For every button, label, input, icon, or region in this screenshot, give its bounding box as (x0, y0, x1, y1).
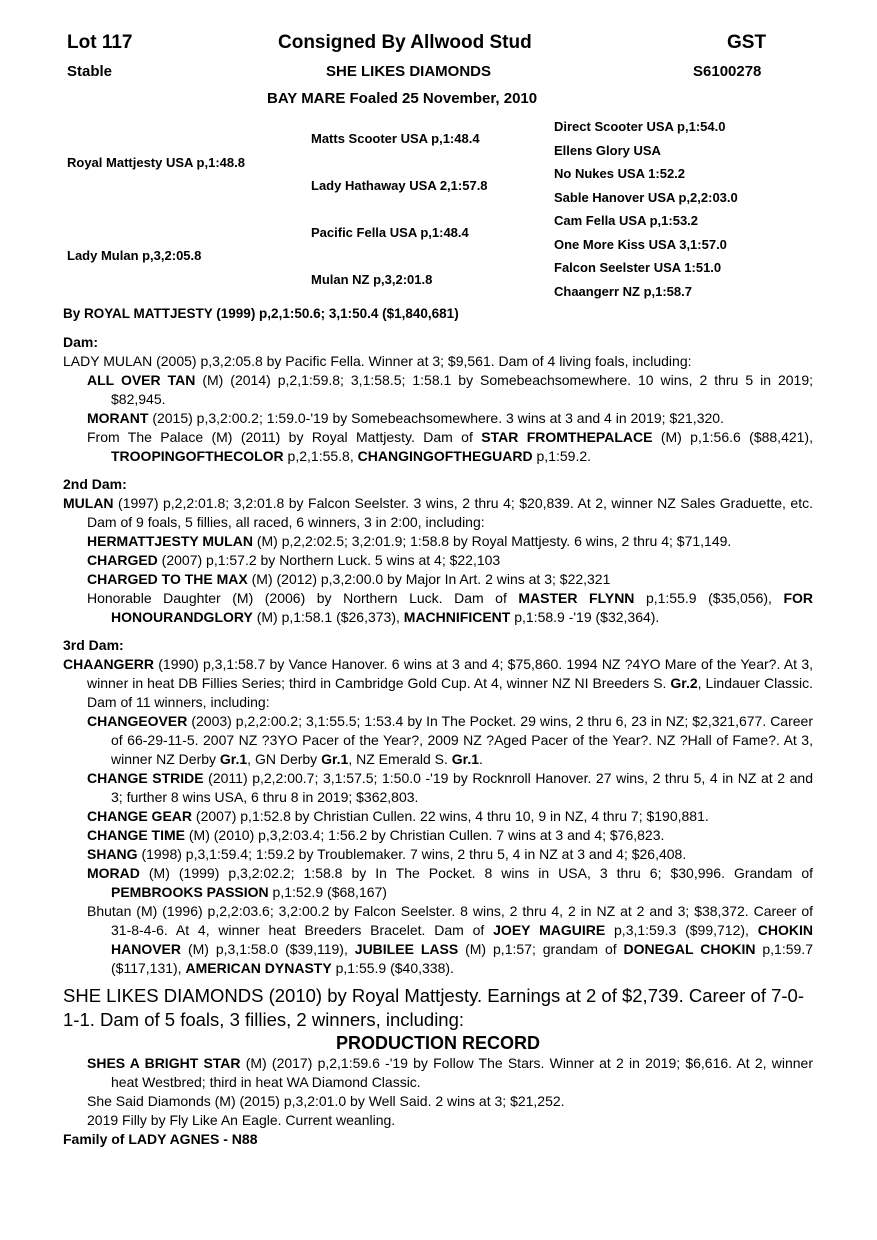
foal-details: From The Palace (M) (2011) by Royal Mattjesty. Dam of (87, 429, 482, 445)
foal-details: (M) (2014) p,2,1:59.8; 3,1:58.5; 1:58.1 by Somebeachsomewhere. 10 wins, 2 thru 5 in 2019; $82,945. (111, 372, 813, 407)
grade-label: Gr.1 (321, 751, 349, 767)
foal-details: (M) (2010) p,3,2:03.4; 1:56.2 by Christian Cullen. 7 wins at 3 and 4; $76,823. (185, 827, 665, 843)
progeny-name: DONEGAL CHOKIN (623, 941, 756, 957)
foal-details: (1998) p,3,1:59.4; 1:59.2 by Troublemaker. 7 wins, 2 thru 5, 4 in NZ at 3 and 4; $26,408. (137, 846, 687, 862)
progeny-name: JOEY MAGUIRE (493, 922, 606, 938)
pedigree-gen3-2: Ellens Glory USA (554, 143, 661, 158)
third-dam-foal-2 (63, 769, 813, 807)
foal-details: (M) p,3,1:58.0 ($39,119), (181, 941, 355, 957)
second-dam-foal-3 (63, 570, 813, 589)
dam-heading: Dam: (63, 334, 99, 350)
family-line: Family of LADY AGNES - N88 (63, 1131, 258, 1147)
foal-name: CHARGED (87, 552, 158, 568)
foal-details: (M) (2017) p,2,1:59.6 -'19 by Follow The Stars. Winner at 2 in 2019; $6,616. At 2, winner heat Westbred; third in heat WA Diamond Classic. (111, 1055, 813, 1090)
foal-details: (M) (2012) p,3,2:00.0 by Major In Art. 2 wins at 3; $22,321 (247, 571, 611, 587)
foal-details: (2003) p,2,2:00.2; 3,1:55.5; 1:53.4 by In The Pocket. 29 wins, 2 thru 6, 23 in NZ; $2,321,677. Career of 66-29-11-5. 2007 NZ ?3YO Pacer of the Year?, 2009 NZ ?Aged Pacer of the Year?. NZ ?Hall of Fame?. At 3, winner NZ Derby (111, 713, 813, 767)
grade-label: Gr.1 (451, 751, 480, 767)
pedigree-dam-dam: Mulan NZ p,3,2:01.8 (311, 272, 433, 287)
third-dam-intro (63, 655, 813, 712)
production-entry-3: 2019 Filly by Fly Like An Eagle. Current weanling. (87, 1112, 396, 1128)
dam-foal-2 (63, 409, 813, 428)
foal-details: (M) p,1:56.6 ($88,421), (652, 429, 813, 445)
pedigree-sire-dam: Lady Hathaway USA 2,1:57.8 (311, 178, 488, 193)
gst-label: GST (727, 32, 767, 53)
foal-details: p,1:52.9 ($68,167) (268, 884, 387, 900)
foal-details: p,1:59.7 ($117,131), (111, 941, 813, 976)
second-dam-intro (63, 494, 813, 532)
foal-name: MORANT (87, 410, 149, 426)
pedigree-gen3-7: Falcon Seelster USA 1:51.0 (554, 260, 722, 275)
pedigree-gen3-8: Chaangerr NZ p,1:58.7 (554, 284, 692, 299)
catalogue-body (63, 333, 813, 1149)
dam-intro: LADY MULAN (2005) p,3,2:05.8 by Pacific Fella. Winner at 3; $9,561. Dam of 4 living foals, including: (63, 353, 692, 369)
third-dam-foal-1 (63, 712, 813, 769)
dam-foal-1 (63, 371, 813, 409)
pedigree-gen3-5: Cam Fella USA p,1:53.2 (554, 213, 699, 228)
progeny-name: STAR FROMTHEPALACE (481, 429, 653, 445)
third-dam-foal-6 (63, 864, 813, 902)
sire-line: By ROYAL MATTJESTY (1999) p,2,1:50.6; 3,1:50.4 ($1,840,681) (63, 306, 459, 321)
pedigree-sire: Royal Mattjesty USA p,1:48.8 (67, 155, 245, 170)
horse-name: SHE LIKES DIAMONDS (326, 63, 492, 80)
dam-details: (1997) p,2,2:01.8; 3,2:01.8 by Falcon Seelster. 3 wins, 2 thru 4; $20,839. At 2, winner NZ Sales Graduette, etc. Dam of 9 foals, 5 fillies, all raced, 6 winners, 3 in 2:00, including: (87, 495, 813, 530)
dam-details: , Lindauer Classic. Dam of 11 winners, including: (87, 675, 813, 710)
foal-details: (2011) p,2,2:00.7; 3,1:57.5; 1:50.0 -'19 by Rocknroll Hanover. 27 wins, 2 thru 5, 4 in NZ at 2 and 3; further 8 wins USA, 6 thru 8 in 2019; $362,803. (111, 770, 813, 805)
foal-name: CHANGE GEAR (87, 808, 193, 824)
pedigree-dam: Lady Mulan p,3,2:05.8 (67, 248, 202, 263)
foal-name: CHARGED TO THE MAX (87, 571, 248, 587)
dam-name: MULAN (63, 495, 114, 511)
progeny-name: JUBILEE LASS (354, 941, 459, 957)
pedigree-dam-sire: Pacific Fella USA p,1:48.4 (311, 225, 469, 240)
foal-name: SHES A BRIGHT STAR (87, 1055, 241, 1071)
foal-name: MORAD (87, 865, 140, 881)
progeny-name: CHANGINGOFTHEGUARD (357, 448, 533, 464)
foal-details: p,2,1:55.8, (283, 448, 358, 464)
foal-details: (M) p,1:57; grandam of (458, 941, 624, 957)
foal-details: Bhutan (M) (1996) p,2,2:03.6; 3,2:00.2 by Falcon Seelster. 8 wins, 2 thru 4, 2 in NZ at 2 and 3; $38,372. Career of 31-8-4-6. At 4, winner heat Breeders Bracelet. Dam of (87, 903, 813, 938)
progeny-name: TROOPINGOFTHECOLOR (111, 448, 284, 464)
third-dam-foal-7 (63, 902, 813, 978)
foal-name: SHANG (87, 846, 138, 862)
lot-number: Lot 117 (67, 32, 133, 53)
third-dam-heading: 3rd Dam: (63, 637, 124, 653)
foal-details: (M) p,1:58.1 ($26,373), (252, 609, 404, 625)
pedigree-gen3-4: Sable Hanover USA p,2,2:03.0 (554, 190, 738, 205)
grade-label: Gr.1 (219, 751, 248, 767)
second-dam-foal-1 (63, 532, 813, 551)
foal-details: p,1:55.9 ($35,056), (634, 590, 784, 606)
dam-name: CHAANGERR (63, 656, 154, 672)
progeny-name: MASTER FLYNN (518, 590, 635, 606)
progeny-name: PEMBROOKS PASSION (111, 884, 269, 900)
pedigree-sire-sire: Matts Scooter USA p,1:48.4 (311, 131, 480, 146)
foal-details: (2007) p,1:57.2 by Northern Luck. 5 wins at 4; $22,103 (157, 552, 501, 568)
progeny-name: FOR HONOURANDGLORY (111, 590, 813, 625)
production-entry-1 (63, 1054, 813, 1092)
foal-details: (2007) p,1:52.8 by Christian Cullen. 22 wins, 4 thru 10, 9 in NZ, 4 thru 7; $190,881. (192, 808, 709, 824)
pedigree-gen3-6: One More Kiss USA 3,1:57.0 (554, 237, 727, 252)
stable-label: Stable (67, 63, 113, 80)
third-dam-foal-3 (63, 807, 813, 826)
dam-foal-3 (63, 428, 813, 466)
foal-details: . (479, 751, 483, 767)
foal-details: p,1:55.9 ($40,338). (331, 960, 454, 976)
foal-name: HERMATTJESTY MULAN (87, 533, 253, 549)
progeny-name: AMERICAN DYNASTY (185, 960, 332, 976)
pedigree-gen3-3: No Nukes USA 1:52.2 (554, 166, 686, 181)
grade-label: Gr.2 (670, 675, 698, 691)
production-entry-2: She Said Diamonds (M) (2015) p,3,2:01.0 by Well Said. 2 wins at 3; $21,252. (87, 1093, 565, 1109)
third-dam-foal-4 (63, 826, 813, 845)
foal-details: p,1:58.9 -'19 ($32,364). (510, 609, 660, 625)
foaled-line: BAY MARE Foaled 25 November, 2010 (267, 90, 538, 107)
dam-details: (1990) p,3,1:58.7 by Vance Hanover. 6 wins at 3 and 4; $75,860. 1994 NZ ?4YO Mare of the Year?. At 3, winner in heat DB Fillies Series; third in Cambridge Gold Cup. At 4, winner NZ NI Breeders S. (87, 656, 813, 691)
foal-details: , NZ Emerald S. (348, 751, 452, 767)
progeny-name: CHOKIN HANOVER (111, 922, 813, 957)
subject-summary: SHE LIKES DIAMONDS (2010) by Royal Mattjesty. Earnings at 2 of $2,739. Career of 7-0-1-1. Dam of 5 foals, 3 fillies, 2 winners, including: (63, 985, 805, 1030)
consignor: Consigned By Allwood Stud (278, 32, 532, 53)
second-dam-foal-2 (63, 551, 813, 570)
second-dam-heading: 2nd Dam: (63, 476, 127, 492)
foal-details: , GN Derby (247, 751, 322, 767)
third-dam-foal-5 (63, 845, 813, 864)
progeny-name: MACHNIFICENT (403, 609, 511, 625)
foal-name: CHANGE STRIDE (87, 770, 204, 786)
foal-name: CHANGE TIME (87, 827, 185, 843)
foal-name: ALL OVER TAN (87, 372, 196, 388)
foal-details: (2015) p,3,2:00.2; 1:59.0-'19 by Somebeachsomewhere. 3 wins at 3 and 4 in 2019; $21,320. (148, 410, 724, 426)
foal-details: (M) (1999) p,3,2:02.2; 1:58.8 by In The Pocket. 8 wins in USA, 3 thru 6; $30,996. Grandam of (139, 865, 813, 881)
second-dam-foal-4 (63, 589, 813, 627)
pedigree-gen3-1: Direct Scooter USA p,1:54.0 (554, 119, 726, 134)
foal-details: p,1:59.2. (532, 448, 592, 464)
foal-name: CHANGEOVER (87, 713, 188, 729)
foal-details: p,3,1:59.3 ($99,712), (605, 922, 758, 938)
production-record-heading: PRODUCTION RECORD (335, 1033, 540, 1053)
foal-details: (M) p,2,2:02.5; 3,2:01.9; 1:58.8 by Royal Mattjesty. 6 wins, 2 thru 4; $71,149. (252, 533, 732, 549)
foal-details: Honorable Daughter (M) (2006) by Northern Luck. Dam of (87, 590, 519, 606)
horse-code: S6100278 (693, 63, 762, 80)
